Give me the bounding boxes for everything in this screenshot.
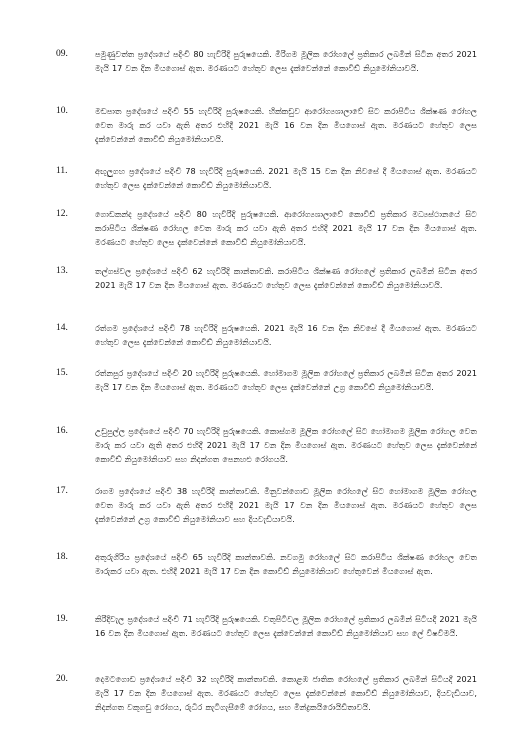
item-text: රාගම ප්‍රදේශයේ පදිංචි 38 හැවිරිදි කාන්තාවකි. මීනුවන්ගොඩ මූලික රෝහලේ සිට හෝමාගම මූලික රෝහල වෙත මාරු කර යවා ඇති අතර එහිදී 2021 මැයි 17 වන දින මියගොස් ඇත. මරණයට හේතුව ලෙස දැක්වෙන්නේ උග්‍ර කොවිඩ් නියුමෝනියාව සහ දියවැඩියාවයි. [95, 486, 477, 524]
item-number: 09. [56, 49, 68, 59]
item-number: 19. [56, 614, 68, 624]
item-number: 13. [56, 266, 68, 276]
item-text: කිරිදිවැල ප්‍රදේශයේ පදිංචි 71 හැවිරිදි පුරුෂයෙකි. වතුපිටිවල මූලික රෝහලේ ප්‍රතිකාර ලබමින් සිටියදී 2021 මැයි 16 වන දින මියගොස් ඇත. මරණයට හේතුව ලෙස දැක්වෙන්නේ කොවිඩ් නියුමෝනියාව සහ ලේ විෂවීමයි. [95, 614, 477, 638]
item-text: උඩුපුල්ල ප්‍රදේශයේ පදිංචි 70 හැවිරිදි පුරුෂයෙකි. කොස්ගම මූලික රෝහලේ සිට හෝමාගම මූලික රෝහල වෙත මාරු කර යවා ඇති අතර එහිදී 2021 මැයි 17 වන දින මියගොස් ඇත. මරණයට හේතුව ලෙස දැක්වෙන්නේ කොවිඩ් නියුමෝනියාව සහ නිදන්ගත පෙනහළු රෝගයයි. [95, 426, 477, 464]
item-text: රත්නපුර ප්‍රදේශයේ පදිංචි 20 හැවිරිදි පුරුෂයෙකි. හෝමාගම මූලික රෝහලේ ප්‍රතිකාර ලබමින් සිටින අතර 2021 මැයි 17 වන දින මියගොස් ඇත. මරණයට හේතුව ලෙස දැක්වෙන්නේ උග්‍ර කොවිඩ් නියුමෝනියාවයි. [95, 368, 477, 392]
item-text: පමුණුවත්ත ප්‍රදේශයේ පදිංචි 80 හැවිරිදි පුරුෂයෙකි. මීරිගම මූලික රෝහලේ ප්‍රතිකාර ලබමින් සිටින අතර 2021 මැයි 17 වන දින මියගොස් ඇත. මරණයට හේතුව ලෙස දැක්වෙන්නේ කොවිඩ් නියුමෝනියාවයි. [95, 49, 477, 73]
item-number: 15. [56, 368, 68, 378]
item-number: 20. [56, 674, 68, 684]
item-text: මඩපාත ප්‍රදේශයේ පදිංචි 55 හැවිරිදි පුරුෂයෙකි. හික්කඩුව ආරෝග්‍යශාලාවේ සිට කරාපිටිය ශික්ෂණ රෝහල වෙත මාරු කර යවා ඇති අතර එහිදී 2021 මැයි 16 වන දින මියගොස් ඇත. මරණයට හේතුව ලෙස දැක්වෙන්නේ කොවිඩ් නියුමෝනියාවයි. [95, 106, 477, 144]
item-number: 16. [56, 426, 68, 436]
item-text: රත්ගම ප්‍රදේශයේ පදිංචි 78 හැවිරිදි පුරුෂයෙකි. 2021 මැයි 16 වන දින නිවසේ දී මියගොස් ඇත. මරණයට හේතුව ලෙස දැක්වෙන්නේ කොවිඩ් නියුමෝනියාවයි. [95, 323, 477, 347]
item-number: 12. [56, 209, 68, 219]
item-text: දෙමටගොඩ ප්‍රදේශයේ පදිංචි 32 හැවිරිදි කාන්තාවකි. කොළඹ ජාතික රෝහලේ ප්‍රතිකාර ලබමින් සිටියදී 2021 මැයි 17 වන දින මියගොස් ඇත. මරණයට හේතුව ලෙස දැක්වෙන්නේ කොවිඩ් නියුමෝනියාව, දියවැඩියාව, නිදන්ගත වකුගඩු රෝගය, රුධිර කැටිගැසීමේ රෝගය, සහ මින්ද්‍රකයිරොයිඩිතාවයි. [95, 674, 477, 712]
item-text: තල්ගස්වල ප්‍රදේශයේ පදිංචි 62 හැවිරිදි කාන්තාවකි. කරාපිටිය ශික්ෂණ රෝහලේ ප්‍රතිකාර ලබමින් සිටින අතර 2021 මැයි 17 වන දින මියගොස් ඇත. මරණයට හේතුව ලෙස දැක්වෙන්නේ කොවිඩ් නියුමෝනියාවයි. [95, 266, 477, 290]
item-number: 18. [56, 552, 68, 562]
item-number: 10. [56, 106, 68, 116]
item-text: අඟුලුගහ ප්‍රදේශයේ පදිංචි 78 හැවිරිදි පුරුෂයෙකි. 2021 මැයි 15 වන දින නිවසේ දී මියගොස් ඇත. මරණයට හේතුව ලෙස දැක්වෙන්නේ කොවිඩ් නියුමෝනියාවයි. [95, 166, 477, 190]
item-text: ගොඩකන්ද ප්‍රදේශයේ පදිංචි 80 හැවිරිදි පුරුෂයෙකි. ආරෝග්‍යශාලාවේ කොවිඩ් ප්‍රතිකාර මධ්‍යස්ථානයේ සිට කරාපිටිය ශික්ෂණ රෝහල වෙත මාරු කර යවා ඇති අතර එහිදී 2021 මැයි 17 වන දින මියගොස් ඇත. මරණයට හේතුව ලෙස දැක්වෙන්නේ කොවිඩ් නියුමෝනියාවයි. [95, 209, 477, 247]
item-number: 14. [56, 323, 68, 333]
item-text: අතුරුගිරිය ප්‍රදේශයේ පදිංචි 65 හැවිරිදි කාන්තාවකි. නවගමු රෝහලේ සිට කරාපිටිය ශික්ෂණ රෝහල වෙත මාරුකර යවා ඇත. එහිදී 2021 මැයි 17 වන දින කොවිඩ් නියුමෝනියාව හේතුවෙන් මියගොස් ඇත. [95, 552, 477, 576]
item-number: 17. [56, 486, 68, 496]
item-number: 11. [56, 166, 68, 176]
